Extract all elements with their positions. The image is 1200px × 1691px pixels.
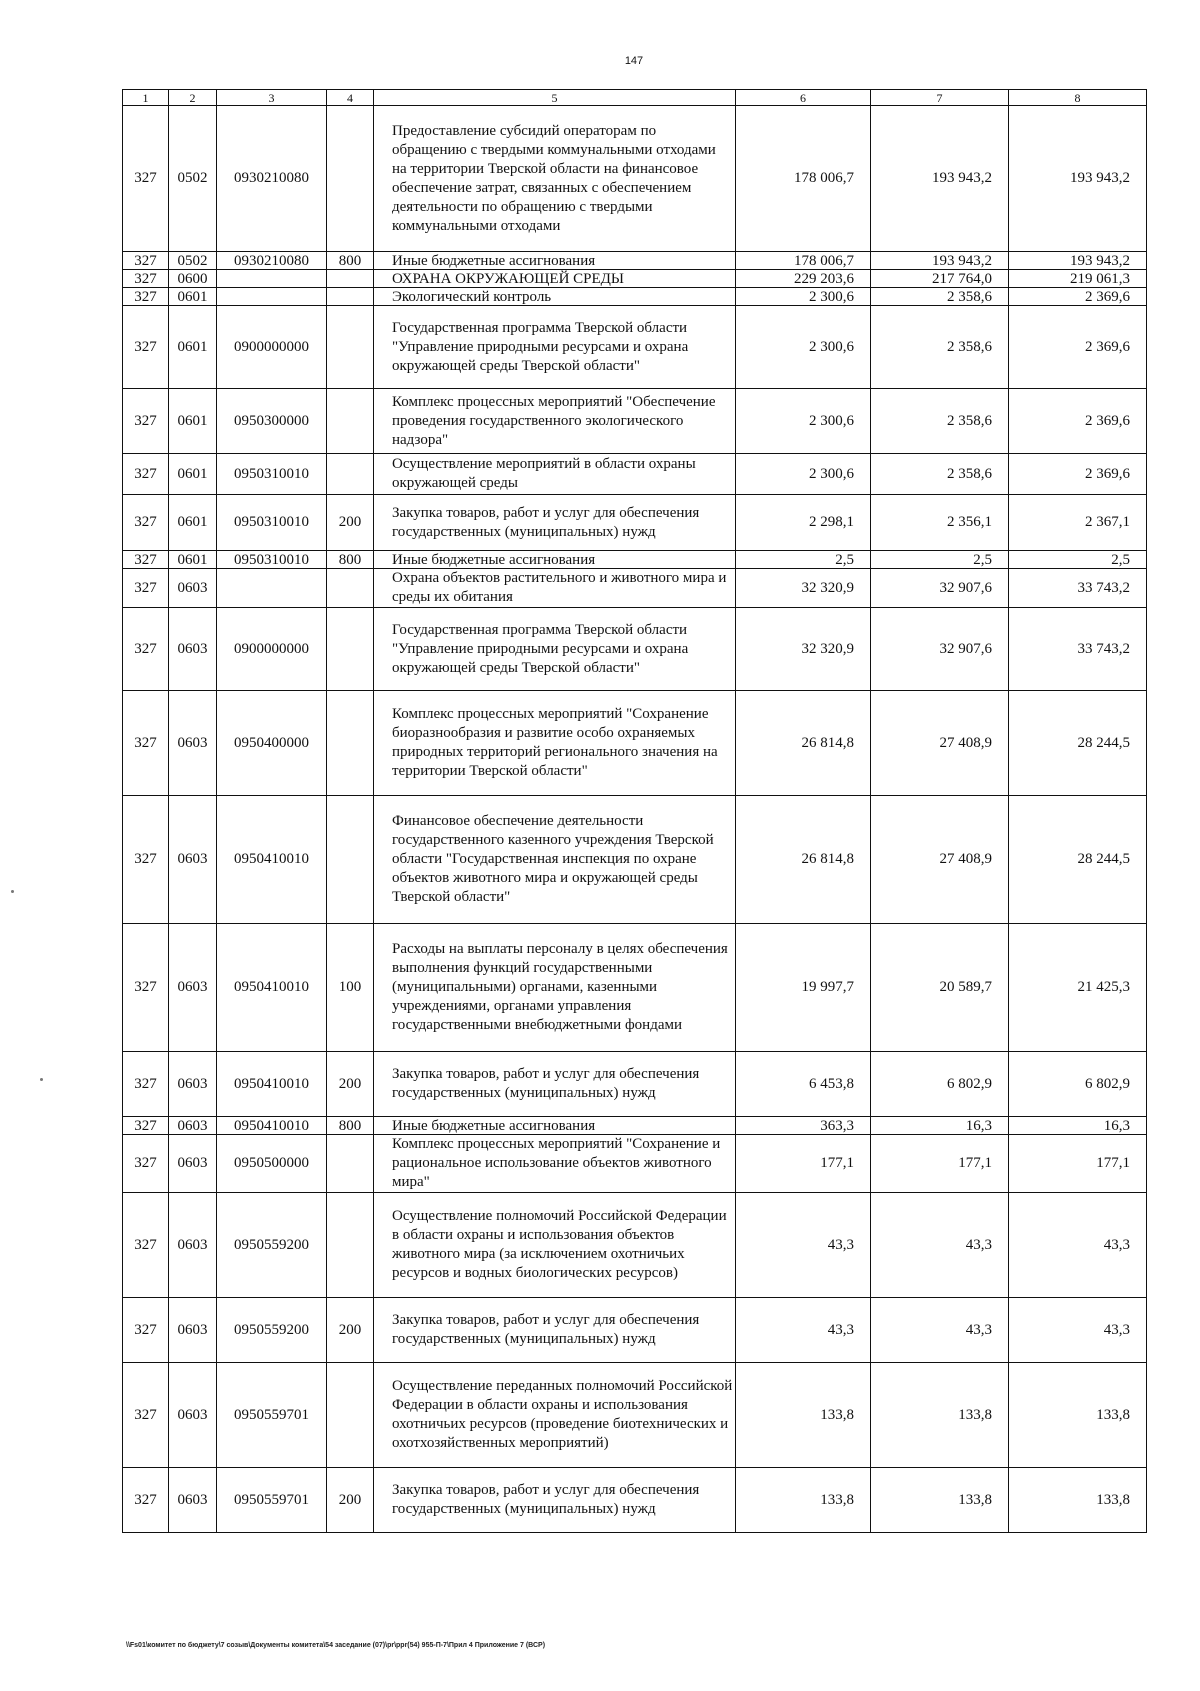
cell-expense-type — [327, 288, 374, 306]
cell-chapter: 327 — [123, 306, 169, 389]
cell-target-article: 0950310010 — [217, 495, 327, 551]
header-cell: 6 — [736, 90, 871, 106]
header-cell: 8 — [1009, 90, 1147, 106]
cell-amount-col6: 26 814,8 — [736, 691, 871, 796]
cell-amount-col7: 20 589,7 — [871, 924, 1009, 1052]
cell-target-article: 0900000000 — [217, 306, 327, 389]
cell-amount-col8: 16,3 — [1009, 1117, 1147, 1135]
cell-amount-col7: 133,8 — [871, 1468, 1009, 1533]
cell-section: 0603 — [169, 1193, 217, 1298]
cell-amount-col8: 2 367,1 — [1009, 495, 1147, 551]
cell-chapter: 327 — [123, 691, 169, 796]
cell-chapter: 327 — [123, 495, 169, 551]
cell-amount-col8: 28 244,5 — [1009, 691, 1147, 796]
cell-amount-col8: 33 743,2 — [1009, 569, 1147, 608]
cell-section: 0600 — [169, 270, 217, 288]
header-cell: 3 — [217, 90, 327, 106]
cell-expense-type: 200 — [327, 495, 374, 551]
cell-description: Комплекс процессных мероприятий "Обеспечение проведения государственного экологического надзора" — [374, 389, 736, 454]
cell-amount-col8: 43,3 — [1009, 1193, 1147, 1298]
table-row — [123, 1363, 1147, 1468]
cell-expense-type: 800 — [327, 551, 374, 569]
cell-amount-col8: 33 743,2 — [1009, 608, 1147, 691]
table-row — [123, 924, 1147, 1052]
cell-section: 0603 — [169, 1468, 217, 1533]
cell-expense-type — [327, 569, 374, 608]
cell-section: 0603 — [169, 1363, 217, 1468]
header-cell: 1 — [123, 90, 169, 106]
cell-target-article: 0950410010 — [217, 796, 327, 924]
table-row — [123, 270, 1147, 288]
budget-table — [122, 89, 1147, 1533]
cell-amount-col7: 27 408,9 — [871, 796, 1009, 924]
cell-chapter: 327 — [123, 1135, 169, 1193]
cell-amount-col8: 6 802,9 — [1009, 1052, 1147, 1117]
cell-chapter: 327 — [123, 608, 169, 691]
cell-description: Осуществление мероприятий в области охраны окружающей среды — [374, 454, 736, 495]
cell-target-article: 0950310010 — [217, 454, 327, 495]
cell-amount-col8: 133,8 — [1009, 1468, 1147, 1533]
cell-expense-type — [327, 306, 374, 389]
cell-amount-col8: 2 369,6 — [1009, 288, 1147, 306]
cell-section: 0601 — [169, 551, 217, 569]
table-row — [123, 551, 1147, 569]
cell-target-article: 0950310010 — [217, 551, 327, 569]
cell-amount-col8: 43,3 — [1009, 1298, 1147, 1363]
cell-amount-col8: 193 943,2 — [1009, 106, 1147, 252]
cell-amount-col7: 43,3 — [871, 1298, 1009, 1363]
cell-target-article: 0950559701 — [217, 1468, 327, 1533]
cell-chapter: 327 — [123, 270, 169, 288]
cell-amount-col7: 217 764,0 — [871, 270, 1009, 288]
cell-section: 0601 — [169, 389, 217, 454]
cell-chapter: 327 — [123, 252, 169, 270]
cell-description: Закупка товаров, работ и услуг для обеспечения государственных (муниципальных) нужд — [374, 495, 736, 551]
cell-target-article — [217, 270, 327, 288]
cell-section: 0603 — [169, 1298, 217, 1363]
cell-amount-col8: 2 369,6 — [1009, 306, 1147, 389]
table-row — [123, 454, 1147, 495]
file-path-footer: \\Fs01\комитет по бюджету\7 созыв\Документы комитета\54 заседание (07)\pr\ppr(54) 955-П-7\Прил 4 Приложение 7 (ВСР) — [126, 1642, 546, 1649]
cell-amount-col6: 43,3 — [736, 1193, 871, 1298]
cell-target-article: 0950559200 — [217, 1193, 327, 1298]
cell-amount-col7: 177,1 — [871, 1135, 1009, 1193]
cell-section: 0601 — [169, 495, 217, 551]
cell-amount-col8: 133,8 — [1009, 1363, 1147, 1468]
cell-chapter: 327 — [123, 288, 169, 306]
cell-chapter: 327 — [123, 454, 169, 495]
cell-description: Иные бюджетные ассигнования — [374, 252, 736, 270]
cell-expense-type — [327, 796, 374, 924]
cell-section: 0603 — [169, 1052, 217, 1117]
cell-amount-col7: 2 358,6 — [871, 288, 1009, 306]
cell-amount-col6: 363,3 — [736, 1117, 871, 1135]
cell-description: Закупка товаров, работ и услуг для обеспечения государственных (муниципальных) нужд — [374, 1298, 736, 1363]
cell-chapter: 327 — [123, 1052, 169, 1117]
cell-expense-type — [327, 389, 374, 454]
cell-amount-col6: 19 997,7 — [736, 924, 871, 1052]
cell-amount-col8: 193 943,2 — [1009, 252, 1147, 270]
cell-amount-col6: 2 300,6 — [736, 389, 871, 454]
cell-expense-type — [327, 106, 374, 252]
cell-section: 0603 — [169, 608, 217, 691]
table-row — [123, 1468, 1147, 1533]
cell-section: 0601 — [169, 288, 217, 306]
cell-description: Закупка товаров, работ и услуг для обеспечения государственных (муниципальных) нужд — [374, 1052, 736, 1117]
cell-amount-col6: 178 006,7 — [736, 106, 871, 252]
cell-section: 0603 — [169, 924, 217, 1052]
cell-target-article: 0950410010 — [217, 924, 327, 1052]
cell-amount-col6: 2 300,6 — [736, 454, 871, 495]
cell-amount-col6: 6 453,8 — [736, 1052, 871, 1117]
cell-amount-col6: 32 320,9 — [736, 608, 871, 691]
table-row — [123, 1298, 1147, 1363]
cell-target-article: 0930210080 — [217, 106, 327, 252]
cell-description: Экологический контроль — [374, 288, 736, 306]
cell-target-article: 0900000000 — [217, 608, 327, 691]
cell-section: 0601 — [169, 306, 217, 389]
cell-amount-col6: 133,8 — [736, 1468, 871, 1533]
cell-expense-type: 800 — [327, 252, 374, 270]
cell-target-article: 0950559200 — [217, 1298, 327, 1363]
cell-amount-col6: 32 320,9 — [736, 569, 871, 608]
table-row — [123, 106, 1147, 252]
cell-expense-type — [327, 1135, 374, 1193]
cell-amount-col7: 6 802,9 — [871, 1052, 1009, 1117]
cell-amount-col6: 229 203,6 — [736, 270, 871, 288]
cell-expense-type — [327, 1363, 374, 1468]
cell-chapter: 327 — [123, 389, 169, 454]
cell-amount-col6: 177,1 — [736, 1135, 871, 1193]
cell-description: Расходы на выплаты персоналу в целях обеспечения выполнения функций государственными (муниципальными) органами, казенными учреждениями, органами управления государственными внебюджетными фондами — [374, 924, 736, 1052]
cell-amount-col6: 2,5 — [736, 551, 871, 569]
cell-description: Государственная программа Тверской области "Управление природными ресурсами и охрана окружающей среды Тверской области" — [374, 608, 736, 691]
cell-description: Осуществление переданных полномочий Российской Федерации в области охраны и использования охотничьих ресурсов (проведение биотехнических и охотхозяйственных мероприятий) — [374, 1363, 736, 1468]
cell-section: 0603 — [169, 569, 217, 608]
cell-amount-col8: 177,1 — [1009, 1135, 1147, 1193]
table-row — [123, 306, 1147, 389]
cell-amount-col7: 43,3 — [871, 1193, 1009, 1298]
cell-chapter: 327 — [123, 106, 169, 252]
cell-description: Иные бюджетные ассигнования — [374, 551, 736, 569]
cell-section: 0502 — [169, 106, 217, 252]
cell-description: Осуществление полномочий Российской Федерации в области охраны и использования объектов животного мира (за исключением охотничьих ресурсов и водных биологических ресурсов) — [374, 1193, 736, 1298]
cell-target-article — [217, 569, 327, 608]
header-row — [123, 90, 1147, 106]
cell-amount-col6: 2 298,1 — [736, 495, 871, 551]
cell-amount-col8: 2,5 — [1009, 551, 1147, 569]
cell-amount-col7: 133,8 — [871, 1363, 1009, 1468]
cell-target-article: 0950559701 — [217, 1363, 327, 1468]
cell-expense-type: 200 — [327, 1052, 374, 1117]
table-row — [123, 608, 1147, 691]
cell-chapter: 327 — [123, 1117, 169, 1135]
cell-amount-col7: 27 408,9 — [871, 691, 1009, 796]
cell-expense-type — [327, 270, 374, 288]
header-cell: 5 — [374, 90, 736, 106]
cell-section: 0603 — [169, 796, 217, 924]
table-row — [123, 389, 1147, 454]
table-row — [123, 569, 1147, 608]
cell-expense-type: 200 — [327, 1298, 374, 1363]
cell-expense-type: 100 — [327, 924, 374, 1052]
table-row — [123, 288, 1147, 306]
cell-expense-type — [327, 608, 374, 691]
cell-target-article: 0950400000 — [217, 691, 327, 796]
cell-amount-col8: 2 369,6 — [1009, 389, 1147, 454]
cell-section: 0603 — [169, 1117, 217, 1135]
header-cell: 4 — [327, 90, 374, 106]
header-cell: 2 — [169, 90, 217, 106]
cell-description: Комплекс процессных мероприятий "Сохранение и рациональное использование объектов животного мира" — [374, 1135, 736, 1193]
cell-expense-type — [327, 691, 374, 796]
cell-amount-col6: 26 814,8 — [736, 796, 871, 924]
cell-target-article — [217, 288, 327, 306]
cell-description: ОХРАНА ОКРУЖАЮЩЕЙ СРЕДЫ — [374, 270, 736, 288]
table-row — [123, 1117, 1147, 1135]
cell-amount-col7: 2,5 — [871, 551, 1009, 569]
cell-amount-col7: 193 943,2 — [871, 106, 1009, 252]
cell-amount-col8: 21 425,3 — [1009, 924, 1147, 1052]
cell-section: 0601 — [169, 454, 217, 495]
cell-chapter: 327 — [123, 796, 169, 924]
cell-chapter: 327 — [123, 1298, 169, 1363]
cell-amount-col8: 28 244,5 — [1009, 796, 1147, 924]
cell-section: 0603 — [169, 1135, 217, 1193]
cell-expense-type — [327, 1193, 374, 1298]
cell-amount-col6: 178 006,7 — [736, 252, 871, 270]
cell-amount-col6: 133,8 — [736, 1363, 871, 1468]
cell-amount-col7: 2 358,6 — [871, 389, 1009, 454]
cell-expense-type: 800 — [327, 1117, 374, 1135]
cell-amount-col7: 193 943,2 — [871, 252, 1009, 270]
cell-target-article: 0950500000 — [217, 1135, 327, 1193]
header-cell: 7 — [871, 90, 1009, 106]
cell-amount-col7: 16,3 — [871, 1117, 1009, 1135]
table-row — [123, 691, 1147, 796]
cell-description: Иные бюджетные ассигнования — [374, 1117, 736, 1135]
page-number: 147 — [624, 55, 644, 67]
cell-section: 0502 — [169, 252, 217, 270]
cell-amount-col6: 43,3 — [736, 1298, 871, 1363]
cell-target-article: 0950300000 — [217, 389, 327, 454]
cell-chapter: 327 — [123, 1193, 169, 1298]
table-row — [123, 796, 1147, 924]
scan-speck — [40, 1078, 43, 1081]
cell-expense-type — [327, 454, 374, 495]
table-row — [123, 495, 1147, 551]
cell-expense-type: 200 — [327, 1468, 374, 1533]
cell-description: Финансовое обеспечение деятельности государственного казенного учреждения Тверской области "Государственная инспекция по охране объектов животного мира и окружающей среды Тверской области" — [374, 796, 736, 924]
cell-description: Охрана объектов растительного и животного мира и среды их обитания — [374, 569, 736, 608]
cell-amount-col6: 2 300,6 — [736, 306, 871, 389]
cell-target-article: 0930210080 — [217, 252, 327, 270]
cell-section: 0603 — [169, 691, 217, 796]
cell-target-article: 0950410010 — [217, 1117, 327, 1135]
cell-amount-col7: 2 356,1 — [871, 495, 1009, 551]
cell-chapter: 327 — [123, 1363, 169, 1468]
cell-chapter: 327 — [123, 551, 169, 569]
cell-chapter: 327 — [123, 569, 169, 608]
cell-description: Предоставление субсидий операторам по обращению с твердыми коммунальными отходами на территории Тверской области на финансовое обеспечение затрат, связанных с обеспечением деятельности по обращению с твердыми коммунальными отходами — [374, 106, 736, 252]
table-row — [123, 252, 1147, 270]
cell-amount-col7: 2 358,6 — [871, 306, 1009, 389]
cell-amount-col7: 2 358,6 — [871, 454, 1009, 495]
cell-amount-col8: 2 369,6 — [1009, 454, 1147, 495]
cell-description: Комплекс процессных мероприятий "Сохранение биоразнообразия и развитие особо охраняемых природных территорий регионального значения на территории Тверской области" — [374, 691, 736, 796]
scan-speck — [11, 890, 14, 893]
table-body — [123, 90, 1147, 1533]
table-row — [123, 1193, 1147, 1298]
table-row — [123, 1135, 1147, 1193]
cell-target-article: 0950410010 — [217, 1052, 327, 1117]
cell-description: Закупка товаров, работ и услуг для обеспечения государственных (муниципальных) нужд — [374, 1468, 736, 1533]
cell-description: Государственная программа Тверской области "Управление природными ресурсами и охрана окружающей среды Тверской области" — [374, 306, 736, 389]
cell-chapter: 327 — [123, 924, 169, 1052]
cell-amount-col7: 32 907,6 — [871, 608, 1009, 691]
cell-amount-col8: 219 061,3 — [1009, 270, 1147, 288]
cell-amount-col7: 32 907,6 — [871, 569, 1009, 608]
cell-chapter: 327 — [123, 1468, 169, 1533]
table-row — [123, 1052, 1147, 1117]
cell-amount-col6: 2 300,6 — [736, 288, 871, 306]
